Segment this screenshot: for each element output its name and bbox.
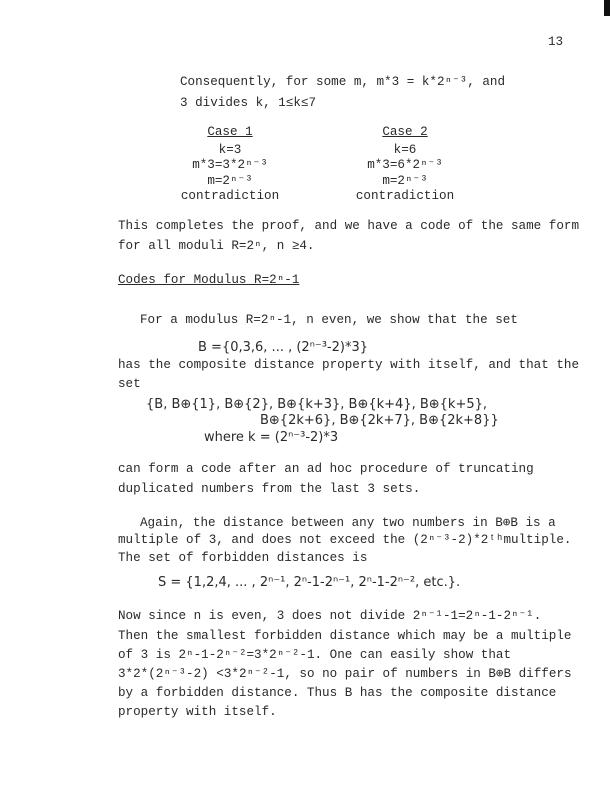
case-2-line-1: k=6 bbox=[393, 143, 417, 157]
para2-line-5: Then the smallest forbidden distance which may be a multiple bbox=[118, 629, 572, 643]
para2-line-2: multiple of 3, and does not exceed the (2ⁿ⁻³-2)*2ᵗʰmultiple. bbox=[118, 533, 572, 547]
case-1-line-4: contradiction bbox=[180, 189, 280, 203]
case-1-line-3: m=2ⁿ⁻³ bbox=[207, 174, 253, 188]
para2-line-7: 3*2*(2ⁿ⁻³-2) <3*2ⁿ⁻²-1, so no pair of numbers in B⊕B differs bbox=[118, 667, 572, 681]
case-1-title: Case 1 bbox=[207, 125, 253, 139]
para1-line-1: For a modulus R=2ⁿ-1, n even, we show that the set bbox=[140, 313, 518, 327]
case-2-line-4: contradiction bbox=[355, 189, 455, 203]
case-2-title: Case 2 bbox=[382, 125, 428, 139]
case-2-line-2: m*3=6*2ⁿ⁻³ bbox=[367, 158, 443, 172]
para1-line-2: has the composite distance property with itself, and that the bbox=[118, 358, 580, 372]
para2-line-1: Again, the distance between any two numbers in B⊕B is a bbox=[140, 516, 556, 530]
completion-line-1: This completes the proof, and we have a code of the same form bbox=[118, 219, 580, 233]
completion-line-2: for all moduli R=2ⁿ, n ≥4. bbox=[118, 239, 315, 253]
case-1-line-1: k=3 bbox=[218, 143, 242, 157]
para1-line-4: can form a code after an ad hoc procedure of truncating bbox=[118, 462, 534, 476]
set-s-definition: S = {1,2,4, ... , 2ⁿ⁻¹, 2ⁿ-1-2ⁿ⁻¹, 2ⁿ-1-2ⁿ⁻², etc.}. bbox=[158, 575, 461, 590]
para2-line-8: by a forbidden distance. Thus B has the composite distance bbox=[118, 686, 557, 700]
where-k-definition: where k = (2ⁿ⁻³-2)*3 bbox=[204, 430, 339, 445]
code-sets-row-2: B⊕{2k+6}, B⊕{2k+7}, B⊕{2k+8}} bbox=[260, 413, 499, 428]
para1-line-5: duplicated numbers from the last 3 sets. bbox=[118, 482, 421, 496]
intro-line-1: Consequently, for some m, m*3 = k*2ⁿ⁻³, and bbox=[180, 75, 505, 89]
para2-line-4: Now since n is even, 3 does not divide 2ⁿ⁻¹-1=2ⁿ-1-2ⁿ⁻¹. bbox=[118, 609, 542, 623]
para2-line-9: property with itself. bbox=[118, 705, 277, 719]
para2-line-6: of 3 is 2ⁿ-1-2ⁿ⁻²=3*2ⁿ⁻²-1. One can easily show that bbox=[118, 648, 512, 662]
case-2-line-3: m=2ⁿ⁻³ bbox=[382, 174, 428, 188]
para2-line-3: The set of forbidden distances is bbox=[118, 551, 368, 565]
para1-line-3: set bbox=[118, 377, 141, 391]
scan-edge-mark bbox=[604, 0, 610, 16]
set-b-definition: B ={0,3,6, ... , (2ⁿ⁻³-2)*3} bbox=[198, 340, 369, 355]
case-1-line-2: m*3=3*2ⁿ⁻³ bbox=[192, 158, 268, 172]
section-heading: Codes for Modulus R=2ⁿ-1 bbox=[118, 273, 300, 287]
intro-line-2: 3 divides k, 1≤k≤7 bbox=[180, 96, 317, 110]
page-number: 13 bbox=[548, 35, 564, 49]
code-sets-row-1: {B, B⊕{1}, B⊕{2}, B⊕{k+3}, B⊕{k+4}, B⊕{k+5}, bbox=[146, 397, 488, 412]
